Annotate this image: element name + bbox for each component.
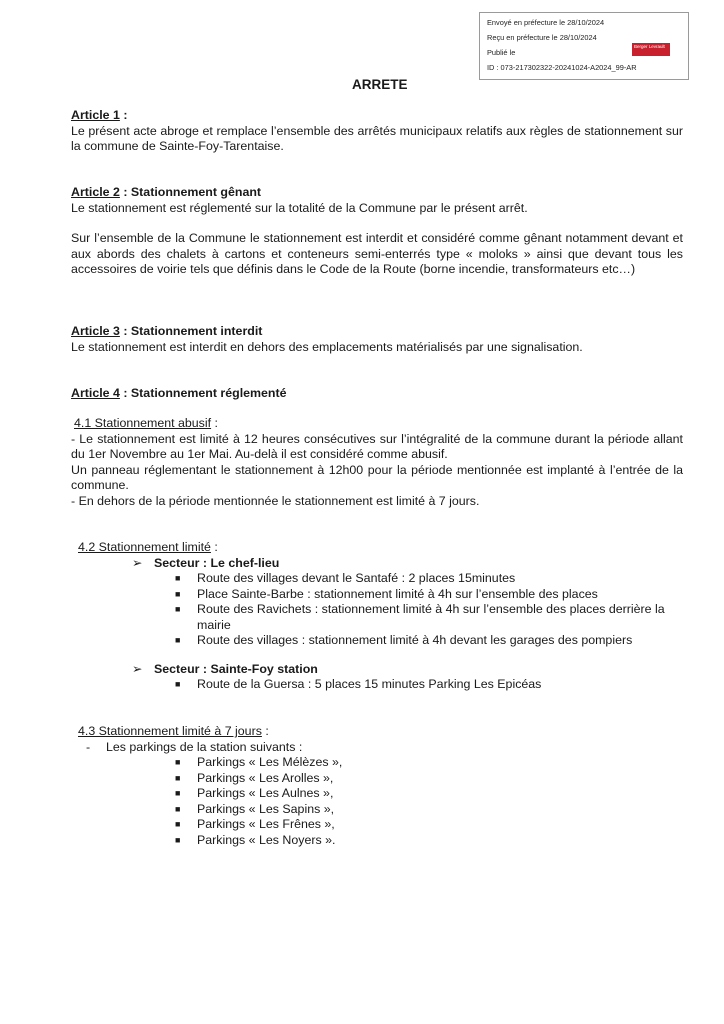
square-bullet-icon: ■ bbox=[175, 573, 181, 583]
section-4-1 bbox=[71, 416, 683, 509]
square-bullet-icon: ■ bbox=[175, 679, 181, 689]
section-4-3-title: 4.3 Stationnement limité à 7 jours : bbox=[78, 724, 269, 738]
square-bullet-icon: ■ bbox=[175, 803, 181, 814]
list-item: ■ Parkings « Les Noyers ». bbox=[175, 832, 336, 847]
list-item: ■ Route des villages devant le Santafé : 2 places 15minutes bbox=[175, 571, 516, 585]
stamp-received: Reçu en préfecture le 28/10/2024 bbox=[487, 33, 597, 42]
list-item: ■ Parkings « Les Sapins », bbox=[175, 801, 335, 816]
square-bullet-icon: ■ bbox=[175, 604, 181, 614]
list-item: ■ Parkings « Les Mélèzes », bbox=[175, 755, 343, 769]
arrowhead-bullet-icon: ➢ bbox=[132, 555, 143, 570]
parkings-list bbox=[175, 755, 683, 848]
section-4-3-intro: - Les parkings de la station suivants : bbox=[86, 739, 303, 754]
article-2-paragraph-1: Le stationnement est réglementé sur la totalité de la Commune par le présent arrêt. bbox=[71, 200, 528, 215]
square-bullet-icon: ■ bbox=[175, 757, 181, 767]
arrowhead-bullet-icon: ➢ bbox=[132, 661, 143, 676]
square-bullet-icon: ■ bbox=[175, 635, 181, 645]
article-2 bbox=[71, 185, 683, 278]
berger-levrault-logo: Berger Levrault bbox=[632, 43, 670, 56]
sector-sainte-foy-station: ➢ Secteur : Sainte-Foy station bbox=[132, 661, 318, 676]
list-item: ■ Parkings « Les Frênes », bbox=[175, 817, 335, 831]
list-item: ■ Place Sainte-Barbe : stationnement limité à 4h sur l’ensemble des places bbox=[175, 586, 598, 601]
chef-lieu-list bbox=[175, 571, 683, 649]
square-bullet-icon: ■ bbox=[175, 834, 181, 845]
list-item: ■ Route des Ravichets : stationnement limité à 4h sur l’ensemble des places derrière la mairie bbox=[175, 602, 665, 632]
sector-chef-lieu: ➢ Secteur : Le chef-lieu bbox=[132, 555, 280, 570]
list-item: ■ Route de la Guersa : 5 places 15 minutes Parking Les Epicéas bbox=[175, 677, 542, 691]
article-1-text: Le présent acte abroge et remplace l’ensemble des arrêtés municipaux relatifs aux règles de stationnement sur la commune de Sainte-Foy-Tarentaise. bbox=[71, 123, 683, 153]
article-3 bbox=[71, 324, 683, 355]
article-1-heading: Article 1 : bbox=[71, 108, 128, 122]
document-title: ARRETE bbox=[352, 77, 408, 92]
list-item: ■ Route des villages : stationnement limité à 4h devant les garages des pompiers bbox=[175, 633, 633, 647]
article-3-text: Le stationnement est interdit en dehors des emplacements matérialisés par une signalisation. bbox=[71, 339, 583, 354]
stamp-sent: Envoyé en préfecture le 28/10/2024 bbox=[487, 18, 605, 27]
article-3-heading: Article 3 : Stationnement interdit bbox=[71, 324, 263, 338]
section-4-2-title: 4.2 Stationnement limité : bbox=[78, 540, 218, 554]
section-4-2 bbox=[78, 540, 683, 693]
section-4-1-paragraph-2: Un panneau réglementant le stationnement à 12h00 pour la période mentionnée est implanté à l’entrée de la commune. bbox=[71, 462, 683, 492]
stamp-id: ID : 073-217302322-20241024-A2024_99-AR bbox=[487, 63, 637, 72]
square-bullet-icon: ■ bbox=[175, 588, 181, 599]
stamp-published: Publié le bbox=[487, 48, 516, 57]
section-4-1-title: 4.1 Stationnement abusif : bbox=[74, 416, 218, 430]
section-4-3 bbox=[78, 724, 683, 848]
square-bullet-icon: ■ bbox=[175, 819, 181, 829]
article-1 bbox=[71, 108, 683, 155]
section-4-1-paragraph-1: - Le stationnement est limité à 12 heures consécutives sur l’intégralité de la commune durant la période allant du 1er Novembre au 1er Mai. Au-delà il est considéré comme abusif. bbox=[71, 431, 683, 461]
list-item: ■ Parkings « Les Aulnes », bbox=[175, 786, 334, 800]
prefecture-stamp bbox=[479, 12, 689, 80]
square-bullet-icon: ■ bbox=[175, 788, 181, 798]
article-2-heading: Article 2 : Stationnement gênant bbox=[71, 185, 262, 199]
square-bullet-icon: ■ bbox=[175, 772, 181, 783]
station-list bbox=[175, 677, 683, 693]
article-4-heading: Article 4 : Stationnement réglementé bbox=[71, 386, 287, 400]
article-2-paragraph-2: Sur l’ensemble de la Commune le stationnement est interdit et considéré comme gênant notamment devant et aux abords des chalets à cartons et conteneurs semi-enterrés type « moloks » ainsi que devant tous les accessoires de voirie tels que définis dans le Code de la Route (borne incendie, transformateurs etc…) bbox=[71, 231, 683, 276]
section-4-1-paragraph-3: - En dehors de la période mentionnée le stationnement est limité à 7 jours. bbox=[71, 493, 480, 508]
list-item: ■ Parkings « Les Arolles », bbox=[175, 770, 334, 785]
